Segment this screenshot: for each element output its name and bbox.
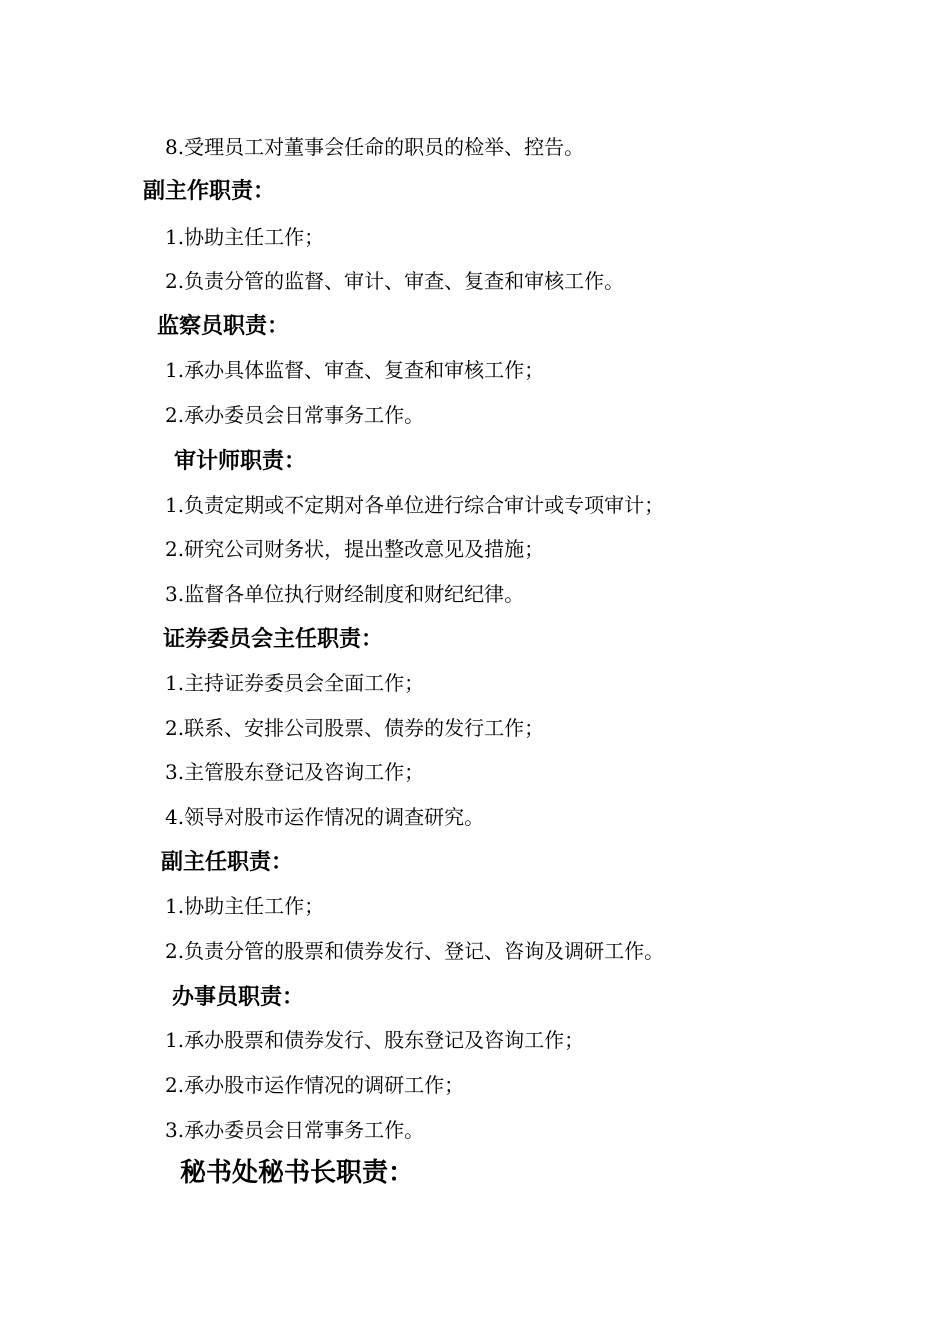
list-item: 1.承办股票和债券发行、股东登记及咨询工作； — [165, 1028, 585, 1052]
list-item: 3.主管股东登记及咨询工作； — [165, 760, 425, 784]
list-item: 2.负责分管的股票和债券发行、登记、咨询及调研工作。 — [165, 939, 665, 963]
list-item: 2.研究公司财务状，提出整改意见及措施； — [165, 537, 545, 561]
list-item: 3.承办委员会日常事务工作。 — [165, 1118, 425, 1142]
list-item: 2.承办股市运作情况的调研工作； — [165, 1073, 465, 1097]
section-heading: 办事员职责： — [172, 984, 305, 1010]
list-item: 1.主持证券委员会全面工作； — [165, 671, 425, 695]
section-heading: 监察员职责： — [157, 313, 290, 339]
list-item: 2.负责分管的监督、审计、审查、复查和审核工作。 — [165, 269, 625, 293]
list-item: 2.联系、安排公司股票、债券的发行工作； — [165, 716, 545, 740]
section-heading: 秘书处秘书长职责： — [180, 1158, 415, 1188]
section-heading: 副主作职责： — [143, 178, 276, 204]
section-heading: 副主任职责： — [161, 849, 294, 875]
section-heading: 证券委员会主任职责： — [163, 626, 384, 652]
list-item: 1.承办具体监督、审查、复查和审核工作； — [165, 358, 545, 382]
list-item: 1.协助主任工作； — [165, 225, 325, 249]
list-item: 2.承办委员会日常事务工作。 — [165, 403, 425, 427]
list-item: 8.受理员工对董事会任命的职员的检举、控告。 — [165, 135, 585, 159]
list-item: 1.负责定期或不定期对各单位进行综合审计或专项审计； — [165, 493, 665, 517]
list-item: 1.协助主任工作； — [165, 894, 325, 918]
section-heading: 审计师职责： — [174, 448, 307, 474]
list-item: 4.领导对股市运作情况的调查研究。 — [165, 805, 485, 829]
list-item: 3.监督各单位执行财经制度和财纪纪律。 — [165, 582, 525, 606]
